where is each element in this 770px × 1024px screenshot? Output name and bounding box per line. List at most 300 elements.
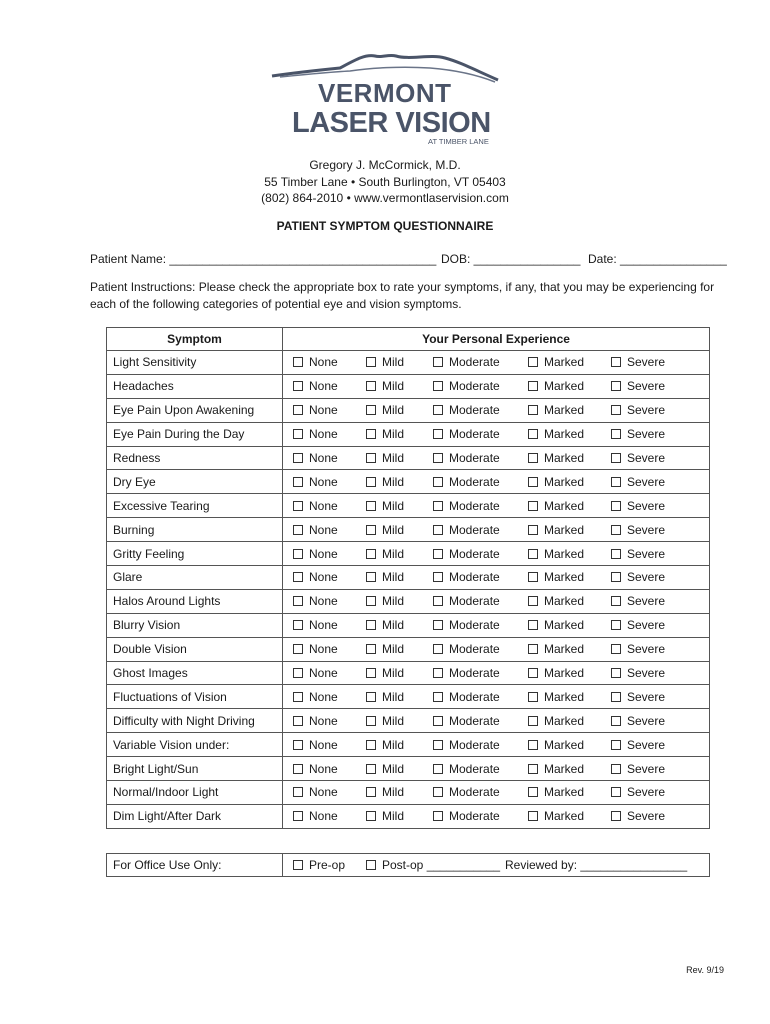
rating-label: Marked <box>544 618 585 633</box>
checkbox-icon <box>433 477 443 487</box>
rating-label: Severe <box>627 785 666 800</box>
rating-option-none[interactable] <box>293 738 338 752</box>
symptom-name: Glare <box>107 566 283 590</box>
rating-option-none[interactable] <box>293 666 338 680</box>
rating-option-marked[interactable] <box>528 403 584 417</box>
rating-option-none[interactable] <box>293 499 338 513</box>
rating-label: Mild <box>382 642 405 657</box>
rating-label: Mild <box>382 713 405 728</box>
rating-label: Mild <box>382 809 405 824</box>
rating-option-none[interactable] <box>293 570 338 584</box>
rating-label: Marked <box>544 498 585 513</box>
rating-label: Mild <box>382 737 405 752</box>
rating-label: Severe <box>627 737 666 752</box>
rating-label: Marked <box>544 427 585 442</box>
rating-label: Moderate <box>449 498 500 513</box>
rating-label: Marked <box>544 713 585 728</box>
postop-label: Post-op ___________ <box>382 858 501 872</box>
rating-label: Severe <box>627 427 666 442</box>
symptom-name: Redness <box>107 446 283 470</box>
rating-option-moderate[interactable] <box>433 523 500 537</box>
rating-label: Moderate <box>449 403 500 418</box>
table-row <box>107 804 710 828</box>
rating-option-marked[interactable] <box>528 762 584 776</box>
form-title: PATIENT SYMPTOM QUESTIONNAIRE <box>276 219 494 233</box>
rating-option-marked[interactable] <box>528 379 584 393</box>
rating-label: Mild <box>382 594 405 609</box>
rating-option-severe[interactable] <box>611 427 665 441</box>
rating-option-marked[interactable] <box>528 785 584 799</box>
rating-label: Mild <box>382 355 405 370</box>
rating-label: Moderate <box>449 546 500 561</box>
rating-label: Marked <box>544 594 585 609</box>
rating-option-mild[interactable] <box>366 785 404 799</box>
logo-line-1: VERMONT <box>318 78 452 108</box>
rating-option-moderate[interactable] <box>433 690 500 704</box>
office-use-table <box>106 853 710 877</box>
rating-label: Moderate <box>449 427 500 442</box>
rating-option-marked[interactable] <box>528 738 584 752</box>
rating-label: Severe <box>627 642 666 657</box>
symptom-name: Gritty Feeling <box>107 542 283 566</box>
rating-label: Marked <box>544 474 585 489</box>
checkbox-icon <box>611 429 621 439</box>
rating-option-severe[interactable] <box>611 403 665 417</box>
rating-option-marked[interactable] <box>528 714 584 728</box>
checkbox-icon <box>433 549 443 559</box>
rating-option-mild[interactable] <box>366 570 404 584</box>
rating-option-mild[interactable] <box>366 714 404 728</box>
rating-label: Severe <box>627 498 666 513</box>
checkbox-icon <box>528 811 538 821</box>
rating-option-moderate[interactable] <box>433 403 500 417</box>
rating-label: Mild <box>382 498 405 513</box>
rating-label: Marked <box>544 809 585 824</box>
rating-label: None <box>309 713 338 728</box>
rating-label: Moderate <box>449 474 500 489</box>
rating-cell <box>283 613 710 637</box>
rating-option-moderate[interactable] <box>433 451 500 465</box>
rating-option-moderate[interactable] <box>433 785 500 799</box>
rating-option-marked[interactable] <box>528 427 584 441</box>
rating-option-mild[interactable] <box>366 451 404 465</box>
rating-label: Marked <box>544 666 585 681</box>
checkbox-icon <box>611 405 621 415</box>
rating-option-severe[interactable] <box>611 379 665 393</box>
rating-label: Severe <box>627 522 666 537</box>
rating-label: Marked <box>544 737 585 752</box>
rating-label: Marked <box>544 522 585 537</box>
rating-label: None <box>309 737 338 752</box>
rating-option-mild[interactable] <box>366 547 404 561</box>
rating-option-moderate[interactable] <box>433 547 500 561</box>
rating-option-mild[interactable] <box>366 762 404 776</box>
rating-label: Mild <box>382 403 405 418</box>
checkbox-icon <box>293 787 303 797</box>
rating-option-moderate[interactable] <box>433 618 500 632</box>
rating-option-marked[interactable] <box>528 451 584 465</box>
checkbox-icon <box>528 525 538 535</box>
postop-checkbox[interactable] <box>366 858 500 872</box>
checkbox-icon <box>528 620 538 630</box>
rating-cell <box>283 709 710 733</box>
table-row <box>107 518 710 542</box>
checkbox-icon <box>528 787 538 797</box>
rating-option-marked[interactable] <box>528 618 584 632</box>
rating-option-marked[interactable] <box>528 475 584 489</box>
rating-label: None <box>309 427 338 442</box>
rating-cell <box>283 422 710 446</box>
rating-option-none[interactable] <box>293 594 338 608</box>
rating-option-severe[interactable] <box>611 618 665 632</box>
rating-option-severe[interactable] <box>611 642 665 656</box>
checkbox-icon <box>611 381 621 391</box>
checkbox-icon <box>366 357 376 367</box>
rating-label: None <box>309 761 338 776</box>
table-row <box>107 757 710 781</box>
checkbox-icon <box>366 572 376 582</box>
rating-option-marked[interactable] <box>528 499 584 513</box>
table-row <box>107 637 710 661</box>
symptom-name: Headaches <box>107 374 283 398</box>
rating-option-moderate[interactable] <box>433 570 500 584</box>
rating-option-moderate[interactable] <box>433 594 500 608</box>
rating-option-severe[interactable] <box>611 523 665 537</box>
rating-label: Marked <box>544 451 585 465</box>
rating-label: Severe <box>627 594 666 609</box>
symptom-name: Dry Eye <box>107 470 283 494</box>
checkbox-icon <box>611 572 621 582</box>
checkbox-icon <box>293 764 303 774</box>
rating-label: Moderate <box>449 618 500 633</box>
rating-option-none[interactable] <box>293 355 338 369</box>
checkbox-icon <box>366 525 376 535</box>
rating-option-marked[interactable] <box>528 642 584 656</box>
rating-label: Moderate <box>449 379 500 394</box>
rating-option-marked[interactable] <box>528 690 584 704</box>
checkbox-icon <box>433 644 443 654</box>
rating-option-mild[interactable] <box>366 379 404 393</box>
rating-label: Severe <box>627 713 666 728</box>
symptom-name: Excessive Tearing <box>107 494 283 518</box>
table-row <box>107 709 710 733</box>
rating-option-moderate[interactable] <box>433 666 500 680</box>
checkbox-icon <box>366 787 376 797</box>
rating-option-moderate[interactable] <box>433 714 500 728</box>
table-row <box>107 494 710 518</box>
rating-option-moderate[interactable] <box>433 379 500 393</box>
rating-option-mild[interactable] <box>366 403 404 417</box>
checkbox-icon <box>293 501 303 511</box>
rating-option-mild[interactable] <box>366 475 404 489</box>
rating-option-moderate[interactable] <box>433 499 500 513</box>
rating-option-severe[interactable] <box>611 547 665 561</box>
logo-line-2: LASER VISION <box>292 107 491 139</box>
symptom-name: Normal/Indoor Light <box>107 781 283 805</box>
rating-label: None <box>309 451 338 465</box>
checkbox-icon <box>293 429 303 439</box>
checkbox-icon <box>433 405 443 415</box>
rating-label: Moderate <box>449 785 500 800</box>
date-field[interactable]: Date: ________________ <box>588 252 727 266</box>
rating-option-none[interactable] <box>293 642 338 656</box>
rating-cell <box>283 661 710 685</box>
checkbox-icon <box>293 668 303 678</box>
checkbox-icon <box>433 787 443 797</box>
rating-cell <box>283 542 710 566</box>
checkbox-icon <box>293 860 303 870</box>
table-row <box>107 685 710 709</box>
checkbox-icon <box>528 405 538 415</box>
rating-option-none[interactable] <box>293 714 338 728</box>
rating-label: Mild <box>382 522 405 537</box>
dob-field[interactable]: DOB: ________________ <box>441 252 581 266</box>
rating-option-mild[interactable] <box>366 666 404 680</box>
rating-label: Moderate <box>449 761 500 776</box>
checkbox-icon <box>433 716 443 726</box>
symptom-name: Variable Vision under: <box>107 733 283 757</box>
table-row <box>107 661 710 685</box>
checkbox-icon <box>293 453 303 463</box>
rating-option-none[interactable] <box>293 762 338 776</box>
rating-option-severe[interactable] <box>611 451 665 465</box>
patient-instructions: Patient Instructions: Please check the appropriate box to rate your symptoms, if any, that you may be experiencing for each of the following categories of potential eye and vision symptoms. <box>90 280 715 311</box>
rating-label: Severe <box>627 474 666 489</box>
checkbox-icon <box>611 764 621 774</box>
rating-option-marked[interactable] <box>528 809 584 823</box>
rating-option-mild[interactable] <box>366 523 404 537</box>
checkbox-icon <box>528 453 538 463</box>
checkbox-icon <box>433 740 443 750</box>
table-row <box>107 470 710 494</box>
rating-option-none[interactable] <box>293 785 338 799</box>
rating-option-marked[interactable] <box>528 594 584 608</box>
practice-address: 55 Timber Lane • South Burlington, VT 05403 <box>264 174 506 189</box>
checkbox-icon <box>366 429 376 439</box>
rating-label: Mild <box>382 761 405 776</box>
checkbox-icon <box>611 644 621 654</box>
checkbox-icon <box>528 357 538 367</box>
checkbox-icon <box>433 668 443 678</box>
checkbox-icon <box>293 381 303 391</box>
checkbox-icon <box>611 740 621 750</box>
symptom-table <box>106 327 710 829</box>
rating-label: Moderate <box>449 737 500 752</box>
rating-label: Moderate <box>449 689 500 704</box>
rating-option-severe[interactable] <box>611 475 665 489</box>
rating-cell <box>283 398 710 422</box>
rating-label: None <box>309 474 338 489</box>
rating-cell <box>283 518 710 542</box>
rating-option-none[interactable] <box>293 427 338 441</box>
checkbox-icon <box>293 525 303 535</box>
checkbox-icon <box>366 716 376 726</box>
doctor-name: Gregory J. McCormick, M.D. <box>309 158 461 172</box>
checkbox-icon <box>366 549 376 559</box>
symptom-header: Symptom <box>107 328 283 351</box>
rating-label: Mild <box>382 451 405 465</box>
rating-label: Marked <box>544 546 585 561</box>
rating-label: Mild <box>382 427 405 442</box>
checkbox-icon <box>433 429 443 439</box>
symptom-name: Blurry Vision <box>107 613 283 637</box>
checkbox-icon <box>293 620 303 630</box>
checkbox-icon <box>433 357 443 367</box>
checkbox-icon <box>611 716 621 726</box>
rating-label: Marked <box>544 355 585 370</box>
rating-option-severe[interactable] <box>611 690 665 704</box>
rating-option-none[interactable] <box>293 809 338 823</box>
rating-cell <box>283 757 710 781</box>
rating-option-moderate[interactable] <box>433 475 500 489</box>
checkbox-icon <box>528 668 538 678</box>
rating-option-none[interactable] <box>293 618 338 632</box>
checkbox-icon <box>293 572 303 582</box>
rating-option-moderate[interactable] <box>433 355 500 369</box>
rating-label: Moderate <box>449 642 500 657</box>
symptom-name: Ghost Images <box>107 661 283 685</box>
checkbox-icon <box>433 764 443 774</box>
rating-option-severe[interactable] <box>611 738 665 752</box>
symptom-name: Dim Light/After Dark <box>107 804 283 828</box>
rating-label: Severe <box>627 355 666 370</box>
rating-option-none[interactable] <box>293 690 338 704</box>
rating-option-severe[interactable] <box>611 570 665 584</box>
rating-label: Moderate <box>449 570 500 585</box>
rating-option-mild[interactable] <box>366 499 404 513</box>
rating-option-marked[interactable] <box>528 666 584 680</box>
rating-label: None <box>309 666 338 681</box>
checkbox-icon <box>528 549 538 559</box>
checkbox-icon <box>366 596 376 606</box>
rating-option-marked[interactable] <box>528 547 584 561</box>
rating-option-mild[interactable] <box>366 738 404 752</box>
checkbox-icon <box>433 596 443 606</box>
symptom-name: Eye Pain Upon Awakening <box>107 398 283 422</box>
checkbox-icon <box>433 381 443 391</box>
rating-option-mild[interactable] <box>366 809 404 823</box>
rating-label: Mild <box>382 785 405 800</box>
rating-option-moderate[interactable] <box>433 809 500 823</box>
rating-label: Marked <box>544 570 585 585</box>
rating-label: None <box>309 355 338 370</box>
rating-label: Mild <box>382 379 405 394</box>
rating-label: Severe <box>627 666 666 681</box>
checkbox-icon <box>611 692 621 702</box>
rating-option-moderate[interactable] <box>433 738 500 752</box>
checkbox-icon <box>433 620 443 630</box>
rating-label: Marked <box>544 689 585 704</box>
table-row <box>107 781 710 805</box>
rating-label: Moderate <box>449 666 500 681</box>
rating-option-none[interactable] <box>293 403 338 417</box>
table-row <box>107 613 710 637</box>
rating-option-severe[interactable] <box>611 762 665 776</box>
checkbox-icon <box>293 477 303 487</box>
rating-option-moderate[interactable] <box>433 642 500 656</box>
checkbox-icon <box>293 692 303 702</box>
checkbox-icon <box>293 740 303 750</box>
rating-label: None <box>309 379 338 394</box>
rating-label: Severe <box>627 689 666 704</box>
rating-cell <box>283 589 710 613</box>
rating-option-none[interactable] <box>293 451 338 465</box>
rating-label: Severe <box>627 403 666 418</box>
checkbox-icon <box>528 644 538 654</box>
rating-option-mild[interactable] <box>366 618 404 632</box>
rating-option-severe[interactable] <box>611 809 665 823</box>
rating-cell <box>283 566 710 590</box>
checkbox-icon <box>366 764 376 774</box>
checkbox-icon <box>366 381 376 391</box>
rating-cell <box>283 685 710 709</box>
rating-cell <box>283 781 710 805</box>
rating-option-moderate[interactable] <box>433 762 500 776</box>
checkbox-icon <box>611 477 621 487</box>
rating-option-none[interactable] <box>293 475 338 489</box>
rating-label: Mild <box>382 666 405 681</box>
rating-label: None <box>309 689 338 704</box>
rating-option-severe[interactable] <box>611 499 665 513</box>
rating-option-mild[interactable] <box>366 355 404 369</box>
rating-option-none[interactable] <box>293 523 338 537</box>
checkbox-icon <box>611 525 621 535</box>
rating-label: Moderate <box>449 713 500 728</box>
checkbox-icon <box>528 501 538 511</box>
rating-cell <box>283 374 710 398</box>
rating-option-mild[interactable] <box>366 427 404 441</box>
rating-option-moderate[interactable] <box>433 427 500 441</box>
checkbox-icon <box>366 453 376 463</box>
rating-label: Moderate <box>449 355 500 370</box>
rating-option-severe[interactable] <box>611 785 665 799</box>
rating-cell <box>283 351 710 375</box>
logo-line-3: AT TIMBER LANE <box>428 137 489 146</box>
checkbox-icon <box>611 811 621 821</box>
rating-option-marked[interactable] <box>528 523 584 537</box>
checkbox-icon <box>528 596 538 606</box>
rating-option-marked[interactable] <box>528 355 584 369</box>
rating-option-marked[interactable] <box>528 570 584 584</box>
checkbox-icon <box>366 620 376 630</box>
rating-option-mild[interactable] <box>366 594 404 608</box>
checkbox-icon <box>433 811 443 821</box>
rating-option-severe[interactable] <box>611 666 665 680</box>
preop-checkbox[interactable] <box>293 858 345 872</box>
checkbox-icon <box>366 860 376 870</box>
practice-contact: (802) 864-2010 • www.vermontlaservision.com <box>261 191 509 205</box>
rating-option-severe[interactable] <box>611 714 665 728</box>
rating-option-severe[interactable] <box>611 594 665 608</box>
rating-cell <box>283 733 710 757</box>
symptom-name: Halos Around Lights <box>107 589 283 613</box>
rating-option-severe[interactable] <box>611 355 665 369</box>
rating-option-mild[interactable] <box>366 690 404 704</box>
rating-option-none[interactable] <box>293 547 338 561</box>
patient-name-field[interactable]: Patient Name: ________________________________________ <box>90 252 437 266</box>
checkbox-icon <box>366 811 376 821</box>
rating-label: None <box>309 642 338 657</box>
symptom-name: Double Vision <box>107 637 283 661</box>
rating-label: Mild <box>382 570 405 585</box>
rating-label: None <box>309 522 338 537</box>
rating-option-mild[interactable] <box>366 642 404 656</box>
reviewed-by-field[interactable]: Reviewed by: ________________ <box>505 858 688 872</box>
checkbox-icon <box>528 764 538 774</box>
rating-label: None <box>309 403 338 418</box>
rating-label: Severe <box>627 809 666 824</box>
rating-option-none[interactable] <box>293 379 338 393</box>
